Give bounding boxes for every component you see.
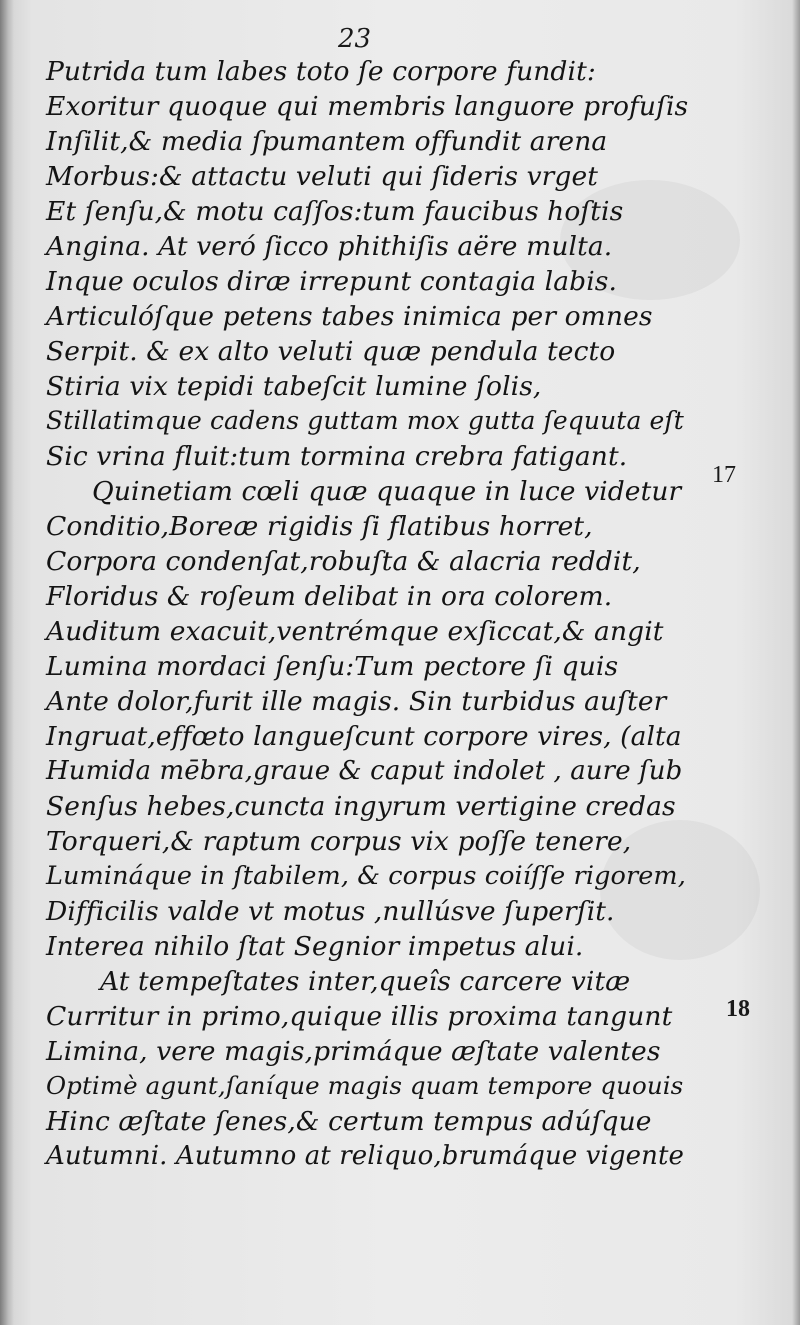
page-number: 23 [338,24,372,54]
verse-line: Sic vrina fluit:tum tormina crebra fatigant. [46,441,628,472]
page-left-edge-shadow [0,0,14,1325]
verse-line: Autumni. Autumno at reliquo,brumáque vigente [46,1141,684,1171]
verse-line: Interea nihilo ſtat Segnior impetus alui. [46,931,584,962]
verse-line: At tempeſtates inter,queîs carcere vitæ [100,966,631,997]
verse-line: Stillatimque cadens guttam mox gutta ſequuta eſt [46,406,684,435]
verse-line: Articulóſque petens tabes inimica per omnes [46,301,653,332]
verse-line: Putrida tum labes toto ſe corpore fundit: [46,56,596,87]
verse-line: Inque oculos diræ irrepunt contagia labis. [46,266,617,297]
verse-line: Optimè agunt,ſaníque magis quam tempore quouis [46,1071,684,1100]
page-right-edge-shadow [792,0,800,1325]
verse-line: Stiria vix tepidi tabeſcit lumine ſolis, [46,371,542,402]
verse-line: Et ſenſu,& motu caſſos:tum faucibus hoſtis [46,196,624,227]
verse-line: Hinc æſtate ſenes,& certum tempus adúſque [46,1106,652,1137]
verse-line: Serpit. & ex alto veluti quæ pendula tecto [46,336,616,367]
verse-line: Curritur in primo,quique illis proxima tangunt [46,1001,673,1032]
verse-line: Exoritur quoque qui membris languore profuſis [46,91,689,122]
verse-line: Senſus hebes,cuncta ingyrum vertigine credas [46,791,676,822]
verse-line: Corpora condenſat,robuſta & alacria reddit, [46,546,641,577]
verse-line: Morbus:& attactu veluti qui ſideris vrget [46,161,599,192]
verse-line: Ante dolor,furit ille magis. Sin turbidus auſter [46,686,667,717]
verse-line: Ingruat,effœto langueſcunt corpore vires, (alta [46,721,682,752]
verse-line: Torqueri,& raptum corpus vix poſſe tenere, [46,826,632,857]
verse-line: Difficilis valde vt motus ,nullúsve ſuperſit. [46,896,615,927]
verse-line: Conditio,Boreæ rigidis ſi flatibus horret, [46,511,593,542]
verse-line: Angina. At veró ſicco phithiſis aëre multa. [46,231,613,262]
verse-line: Inſilit,& media ſpumantem offundit arena [46,126,608,157]
verse-line: Limina, vere magis,primáque æſtate valentes [46,1036,661,1067]
verse-line: Auditum exacuit,ventrémque exſiccat,& angit [46,616,664,647]
verse-line: Lumináque in ſtabilem, & corpus coiíſſe rigorem, [46,861,686,891]
verse-line: Humida mēbra,graue & caput indolet , aure ſub [46,756,683,786]
verse-line: Quinetiam cœli quæ quaque in luce videtur [92,476,682,507]
margin-number: 17 [712,462,736,488]
margin-number: 18 [726,996,750,1022]
verse-line: Lumina mordaci ſenſu:Tum pectore ſi quis [46,651,619,682]
verse-line: Floridus & roſeum delibat in ora colorem. [46,581,613,612]
